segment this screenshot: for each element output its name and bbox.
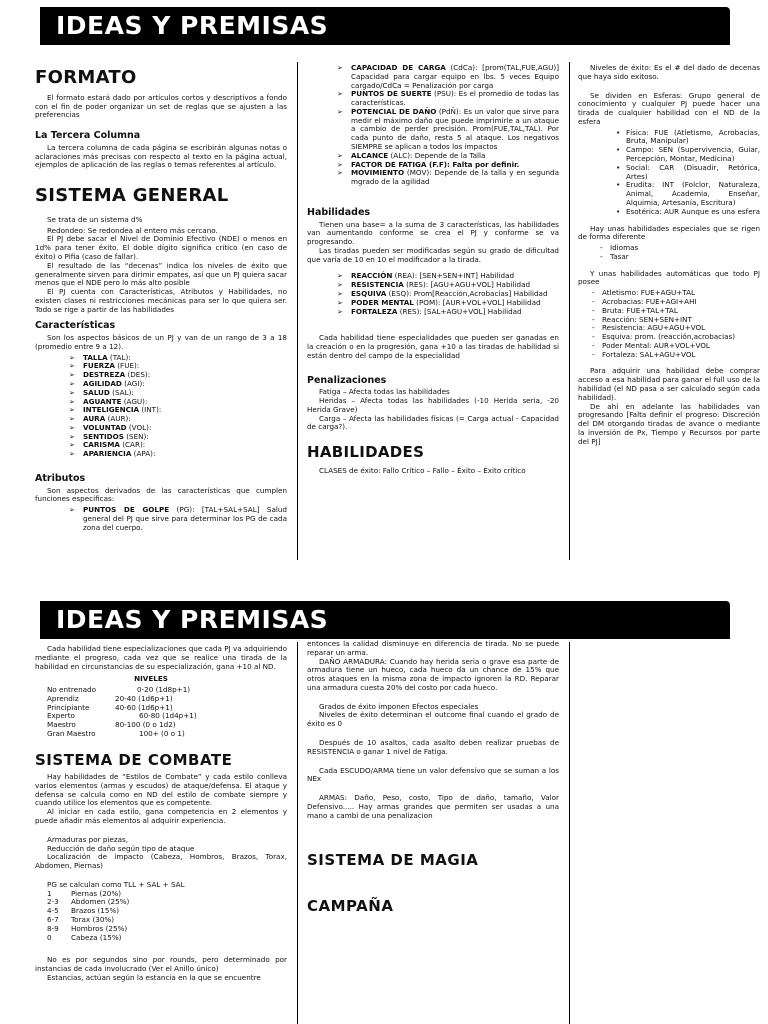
section-title-campana: CAMPAÑA bbox=[307, 896, 394, 915]
subsection-title-penalizaciones: Penalizaciones bbox=[307, 374, 387, 386]
list-item: ➢ SENTIDOS (SEN): bbox=[67, 433, 287, 442]
column-divider bbox=[569, 62, 570, 560]
paragraph: El formato estará dado por artículos cortos y descriptivos a fondo con el fin de poder organizar un set de reglas que se ajusten a las preferencias bbox=[35, 92, 287, 120]
list-item: • Social: CAR (Disuadir, Retórica, Artes) bbox=[614, 164, 760, 182]
list-item: ➢ PUNTOS DE GOLPE (PG): [TAL+SAL+SAL] Salud general del PJ que sirve para determinar los PG de cada zona del cuerpo. bbox=[67, 506, 287, 532]
table-row: Experto 60-80 (1d4p+1) bbox=[47, 711, 197, 721]
subsection-title-atributos: Atributos bbox=[35, 472, 86, 484]
list-item: ➢ FORTALEZA (RES): [SAL+AGU+VOL] Habilidad bbox=[335, 308, 559, 317]
paragraph: Niveles de éxito determinan el outcome final cuando el grado de éxito es 0 bbox=[307, 710, 559, 729]
paragraph: Para adquirir una habilidad debe comprar acceso a esa habilidad para ganar el full uso de la habilidad (el ND pasa a ser calculado según cada habilidad). bbox=[578, 366, 760, 402]
paragraph: Son los aspectos básicos de un PJ y van de un rango de 3 a 18 (promedio entre 9 a 12). bbox=[35, 333, 287, 351]
levels-title: NIVELES bbox=[134, 674, 168, 684]
paragraph: Cada habilidad tiene especializaciones que cada PJ va adquiriendo mediante el progreso, cada vez que se realice una tirada de la habilidad en circunstancias de su especialización, gana +10 al ND. bbox=[35, 645, 287, 671]
list-item: - Bruta: FUE+TAL+TAL bbox=[590, 307, 760, 316]
list-item: ➢ POTENCIAL DE DAÑO (PdÑ): Es un valor que sirve para medir el máximo daño que puede imprimirle a un ataque a cambio de perder precisión. Prom(FUE,TAL,TAL). Por cada punto de daño, resta 5 al ataque. Los negativos SIEMPRE se aplican a todos los impactos bbox=[335, 108, 559, 152]
table-row: Gran Maestro 100+ (0 o 1) bbox=[47, 729, 185, 739]
subsection-title-caracteristicas: Características bbox=[35, 320, 116, 332]
list-item: ➢ APARIENCIA (APA): bbox=[67, 450, 287, 459]
paragraph: Niveles de éxito: Es el # del dado de decenas que haya sido exitoso. bbox=[578, 64, 760, 81]
attributes-list-cont bbox=[335, 64, 559, 187]
list-item: ➢ AGUANTE (AGU): bbox=[67, 398, 287, 407]
paragraph: Cada habilidad tiene especialidades que pueden ser ganadas en la creación o en la progresión, gana +10 a las tiradas de habilidad si están dentro del campo de la especialidad bbox=[307, 333, 559, 360]
list-item: • Esotérica: AUR Aunque es una esfera bbox=[614, 208, 760, 217]
column-2 bbox=[307, 640, 559, 1024]
list-item: - Resistencia: AGU+AGU+VOL bbox=[590, 324, 760, 333]
list-item: - Idiomas bbox=[598, 244, 760, 253]
paragraph: Tienen una base= a la suma de 3 características, las habilidades van aumentando conforme se crea el PJ y conforme se va progresando. bbox=[307, 219, 559, 247]
paragraph: CLASES de éxito: Fallo Crítico – Fallo – Éxito – Éxito crítico bbox=[319, 465, 526, 475]
list-item: ➢ ESQUIVA (ESQ): Prom[Reacción,Acrobacias] Habilidad bbox=[335, 290, 559, 299]
paragraph: Hay unas habilidades especiales que se rigen de forma diferente bbox=[578, 223, 760, 242]
list-item: - Esquiva: prom. (reacción,acrobacias) bbox=[590, 333, 760, 342]
paragraph: ARMAS: Daño, Peso, costo, Tipo de daño, tamaño, Valor Defensivo..... Hay armas grandes que permiten ser usadas a una mano a cambi de una penalizacion bbox=[307, 793, 559, 820]
paragraph: Hay habilidades de “Estilos de Combate” y cada estilo conlleva varios elementos (armas y escudos) de ataque/defensa. El ataque y defensa se calcula como en ND del estilo de combate siempre y cuando utilice los elementos que es competente. bbox=[35, 772, 287, 808]
characteristics-list bbox=[67, 354, 287, 459]
paragraph: Reducción de daño según tipo de ataque bbox=[47, 843, 195, 853]
paragraph: De ahí en adelante las habilidades van progresando [Falta definir el progreso: Discreción del DM otorgando tiradas de avance o mediante la inversión de Px, Tiempo y Recursos por parte del PJ] bbox=[578, 401, 760, 446]
list-item: ➢ PODER MENTAL (POM): [AUR+VOL+VOL] Habilidad bbox=[335, 299, 559, 308]
hit-location-table bbox=[47, 890, 287, 943]
paragraph: Cada ESCUDO/ARMA tiene un valor defensivo que se suman a los NEx bbox=[307, 765, 559, 784]
list-item: ➢ REACCIÓN (REA): [SEN+SEN+INT] Habilidad bbox=[335, 272, 559, 281]
paragraph: Después de 10 asaltos, cada asalto deben realizar pruebas de RESISTENCIA o ganar 1 nivel de Fatiga. bbox=[307, 738, 559, 756]
list-item: ➢ CARISMA (CAR): bbox=[67, 441, 287, 450]
paragraph: Fatiga – Afecta todas las habilidades bbox=[319, 387, 450, 397]
table-row: Principiante 40-60 (1d6p+1) bbox=[47, 702, 173, 712]
list-item: ➢ PUNTOS DE SUERTE (PSU): Es el promedio de todas las características. bbox=[335, 90, 559, 108]
list-item: • Erudita: INT (Folclor, Naturaleza, Animal, Academia, Enseñar, Alquimia, Artesanía, Escritura) bbox=[614, 181, 760, 207]
paragraph: Y unas habilidades automáticas que todo PJ posee bbox=[578, 268, 760, 287]
list-item: - Acrobacias: FUE+AGI+AHI bbox=[590, 298, 760, 307]
page-banner: IDEAS Y PREMISAS bbox=[40, 601, 730, 639]
list-item: ➢ MOVIMIENTO (MOV): Depende de la talla y en segunda mgrado de la agilidad bbox=[335, 169, 559, 187]
table-row: 0 Cabeza (15%) bbox=[47, 932, 122, 942]
column-divider bbox=[297, 62, 298, 560]
paragraph: Al iniciar en cada estilo, gana competencia en 2 elementos y puede añadir más elementos al adquirir experiencia. bbox=[35, 807, 287, 826]
automatic-skills-list bbox=[590, 289, 760, 359]
table-row: 8-9 Hombros (25%) bbox=[47, 923, 128, 933]
paragraph: DAÑO ARMADURA: Cuando hay herida seria o grave esa parte de armadura tiene un hueco, cada hueco da un chance de 15% que otros ataques en la misma zona de impacto ignoren la RD. Reparar una armadura cuesta 20% del costo por cada hueco. bbox=[307, 656, 559, 692]
column-3 bbox=[578, 64, 760, 564]
section-title-habilidades: HABILIDADES bbox=[307, 443, 425, 462]
list-item: • Física: FUE (Atletismo, Acrobacias, Bruta, Manipular) bbox=[614, 129, 760, 147]
paragraph: entonces la calidad disminuye en diferencia de tirada. No se puede reparar un arma. bbox=[307, 640, 559, 657]
list-item: ➢ VOLUNTAD (VOL): bbox=[67, 424, 287, 433]
column-1 bbox=[35, 645, 287, 1024]
paragraph: El PJ debe sacar el Nivel de Dominio Efectivo (NDE) o menos en 1d% para tener éxito. El doble dígito significa crítico (en caso de éxito) o Pifia (caso de fallar). bbox=[35, 234, 287, 261]
paragraph: Armaduras por piezas, bbox=[47, 834, 129, 844]
list-item: - Atletismo: FUE+AGU+TAL bbox=[590, 289, 760, 298]
list-item: ➢ RESISTENCIA (RES): [AGU+AGU+VOL] Habilidad bbox=[335, 281, 559, 290]
section-title-formato: FORMATO bbox=[35, 67, 137, 88]
table-row: No entrenado 0-20 (1d8p+1) bbox=[47, 685, 191, 695]
table-row: Aprendiz 20-40 (1d6p+1) bbox=[47, 693, 173, 703]
list-item: ➢ FACTOR DE FATIGA (F.F): Falta por definir. bbox=[335, 161, 559, 170]
column-divider bbox=[297, 642, 298, 1024]
list-item: ➢ TALLA (TAL): bbox=[67, 354, 287, 363]
section-title-sistema-de-combate: SISTEMA DE COMBATE bbox=[35, 750, 233, 769]
paragraph: La tercera columna de cada página se escribirán algunas notas o aclaraciones más precisas con respecto al texto en la página actual, ejemplos de aplicación de las reglas o temas referentes al artículo. bbox=[35, 142, 287, 170]
paragraph: Son aspectos derivados de las características que cumplen funciones específicas: bbox=[35, 485, 287, 504]
list-item: ➢ AURA (AUR): bbox=[67, 415, 287, 424]
paragraph: Heridas – Afecta todas las habilidades (-10 Herida seria, -20 Herida Grave) bbox=[307, 396, 559, 414]
list-item: - Reacción: SEN+SEN+INT bbox=[590, 316, 760, 325]
list-item: ➢ ALCANCE (ALC): Depende de la Talla bbox=[335, 152, 559, 161]
page-banner: IDEAS Y PREMISAS bbox=[40, 7, 730, 45]
paragraph: Carga – Afecta las habilidades físicas (= Carga actual - Capacidad de carga?). bbox=[307, 413, 559, 432]
column-1 bbox=[35, 64, 287, 564]
list-item: - Fortaleza: SAL+AGU+VOL bbox=[590, 351, 760, 360]
paragraph: El PJ cuenta con Características, Atributos y Habilidades, no existen clases ni restricciones mecánicas para ser lo que quiera ser. Todo se rige a partir de las habilidades bbox=[35, 287, 287, 314]
spheres-list bbox=[614, 129, 760, 217]
paragraph: Se dividen en Esferas: Grupo general de conocimiento y cualquier PJ puede hacer una tirada de cualquier habilidad con el ND de la esfera bbox=[578, 90, 760, 126]
table-row: 2-3 Abdomen (25%) bbox=[47, 897, 130, 907]
list-item: ➢ FUERZA (FUE): bbox=[67, 362, 287, 371]
paragraph: Se trata de un sistema d% bbox=[47, 214, 143, 224]
levels-table bbox=[47, 686, 287, 739]
subsection-title-tercera-columna: La Tercera Columna bbox=[35, 130, 141, 142]
paragraph: Grados de éxito imponen Efectos especiales bbox=[319, 701, 479, 711]
attributes-list bbox=[67, 506, 287, 532]
list-item: ➢ CAPACIDAD DE CARGA (CdCa): [prom(TAL,FUE,AGU)] Capacidad para cargar equipo en lbs. 5 veces Equipo cargado/CdCa = Penalización por carga bbox=[335, 64, 559, 90]
paragraph: Redondeo: Se redondea al entero más cercano. bbox=[47, 225, 218, 235]
paragraph: PG se calculan como TLL + SAL + SAL bbox=[47, 879, 185, 889]
skills-list bbox=[335, 272, 559, 316]
special-skills-list bbox=[598, 244, 760, 262]
paragraph: No es por segundos sino por rounds, pero determinado por instancias de cada involucrado (Ver el Anillo único) bbox=[35, 955, 287, 974]
table-row: Maestro 80-100 (0 o 1d2) bbox=[47, 720, 176, 730]
list-item: ➢ SALUD (SAL): bbox=[67, 389, 287, 398]
subsection-title-habilidades: Habilidades bbox=[307, 206, 371, 218]
paragraph: Localización de impacto (Cabeza, Hombros, Brazos, Torax, Abdomen, Piernas) bbox=[35, 852, 287, 871]
table-row: 1 Piernas (20%) bbox=[47, 888, 121, 898]
section-title-sistema-general: SISTEMA GENERAL bbox=[35, 185, 229, 207]
table-row: 4-5 Brazos (15%) bbox=[47, 906, 120, 916]
list-item: ➢ AGILIDAD (AGI): bbox=[67, 380, 287, 389]
page-2 bbox=[0, 597, 768, 1024]
paragraph: Estancias, actúan según la estancia en la que se encuentre bbox=[47, 972, 261, 982]
column-2 bbox=[307, 64, 559, 564]
section-title-sistema-de-magia: SISTEMA DE MAGIA bbox=[307, 850, 479, 869]
column-divider bbox=[569, 642, 570, 1024]
list-item: ➢ INTELIGENCIA (INT): bbox=[67, 406, 287, 415]
table-row: 6-7 Torax (30%) bbox=[47, 915, 115, 925]
paragraph: El resultado de las “decenas” indica los niveles de éxito que generalmente sirven para dirimir empates, así que un PJ quiera sacar menos que el NDE pero lo más alto posible bbox=[35, 260, 287, 288]
paragraph: Las tiradas pueden ser modificadas según su grado de dificultad que varía de 10 en 10 el modificador a la tirada. bbox=[307, 245, 559, 264]
list-item: - Poder Mental: AUR+VOL+VOL bbox=[590, 342, 760, 351]
list-item: • Campo: SEN (Supervivencia, Guiar, Percepción, Montar, Medicina) bbox=[614, 146, 760, 164]
list-item: - Tasar bbox=[598, 253, 760, 262]
list-item: ➢ DESTREZA (DES): bbox=[67, 371, 287, 380]
